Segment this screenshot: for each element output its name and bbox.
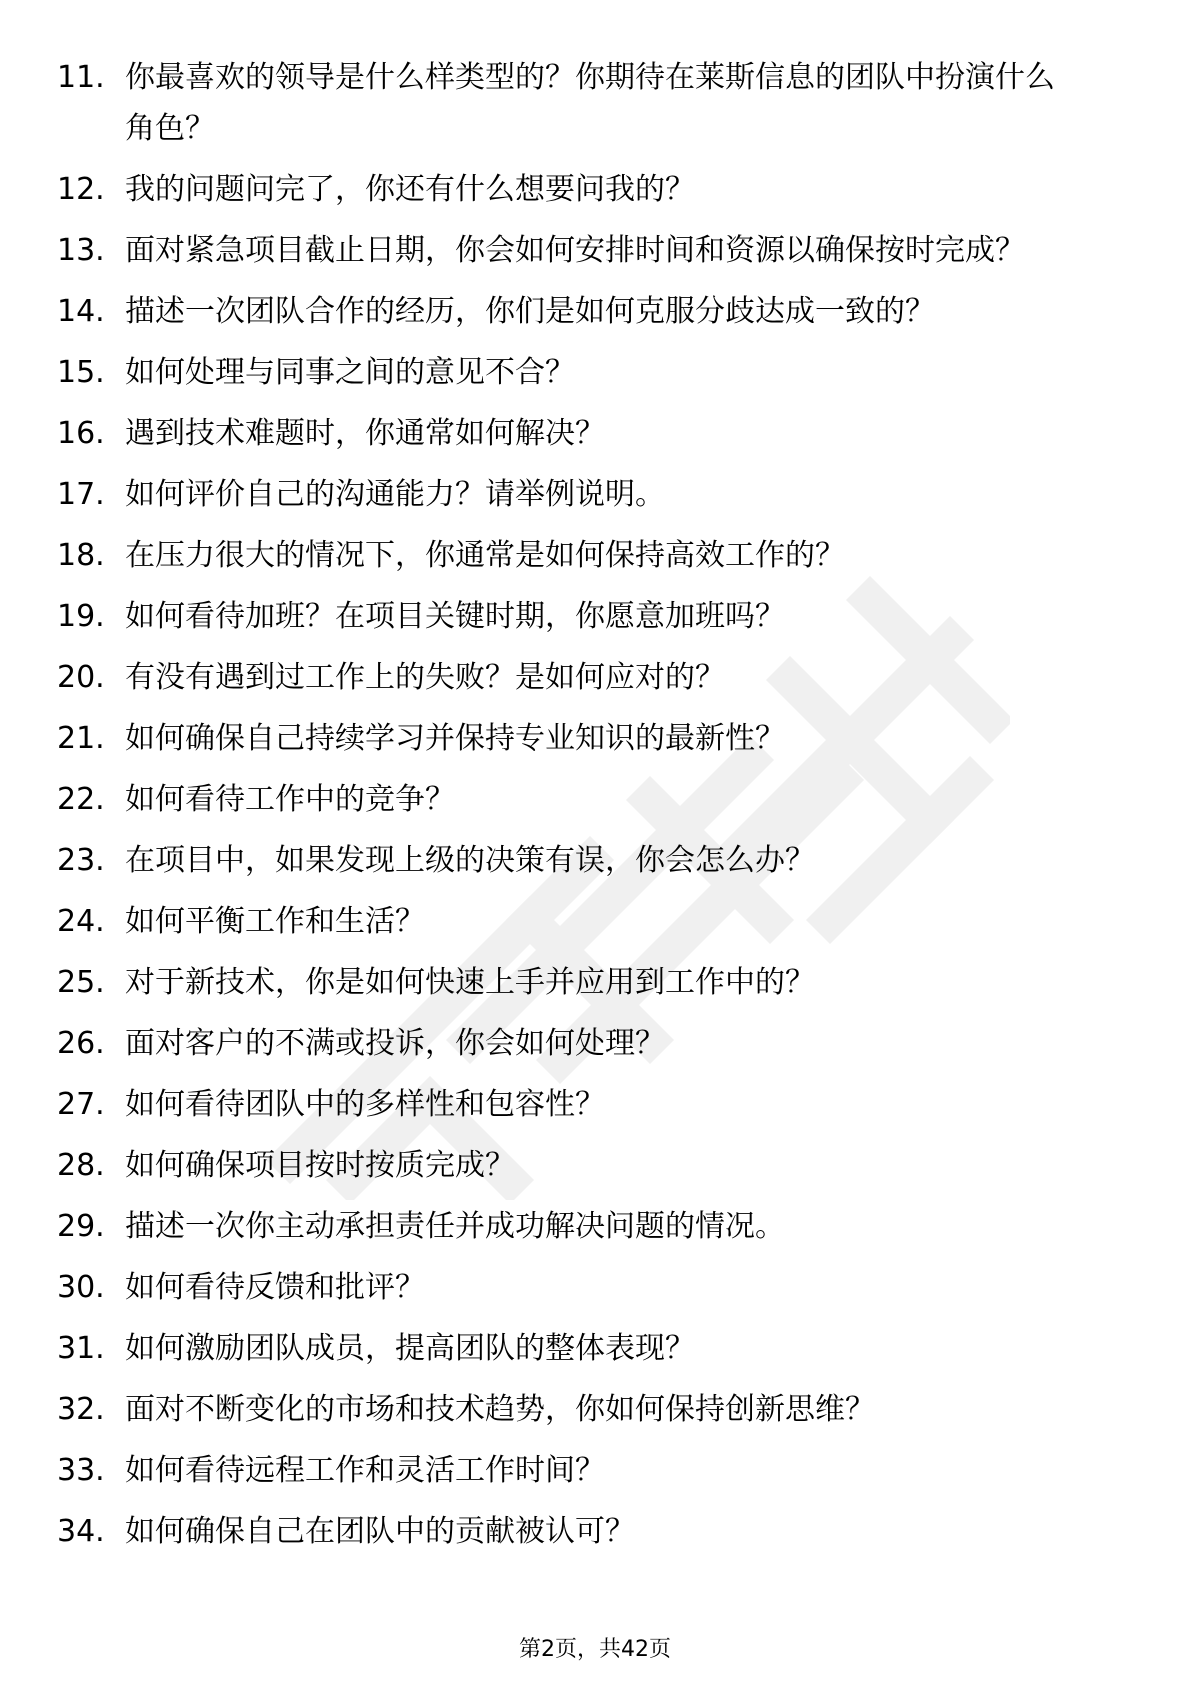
list-item xyxy=(57,1323,1137,1374)
list-item xyxy=(57,652,1137,703)
list-item xyxy=(57,225,1137,276)
question-number: 30. xyxy=(57,1270,105,1305)
list-item xyxy=(57,774,1137,825)
question-number: 19. xyxy=(57,599,105,634)
question-text: 遇到技术难题时，你通常如何解决？ xyxy=(125,416,605,451)
list-item xyxy=(57,835,1137,886)
question-text: 如何评价自己的沟通能力？请举例说明。 xyxy=(125,477,665,512)
question-text: 有没有遇到过工作上的失败？是如何应对的？ xyxy=(125,660,725,695)
question-number: 34. xyxy=(57,1514,105,1549)
question-text: 如何确保项目按时按质完成？ xyxy=(125,1148,515,1183)
list-item xyxy=(57,1384,1137,1435)
list-item xyxy=(57,1262,1137,1313)
list-item xyxy=(57,1201,1137,1252)
question-text: 如何看待反馈和批评？ xyxy=(125,1270,425,1305)
question-text: 如何看待加班？在项目关键时期，你愿意加班吗？ xyxy=(125,599,785,634)
list-item xyxy=(57,286,1137,337)
list-item xyxy=(57,713,1137,764)
question-number: 18. xyxy=(57,538,105,573)
question-text: 在项目中，如果发现上级的决策有误，你会怎么办？ xyxy=(125,843,815,878)
question-number: 17. xyxy=(57,477,105,512)
question-number: 27. xyxy=(57,1087,105,1122)
page-footer xyxy=(0,1635,1190,1665)
question-number: 12. xyxy=(57,172,105,207)
question-number: 25. xyxy=(57,965,105,1000)
question-number: 15. xyxy=(57,355,105,390)
list-item xyxy=(57,408,1137,459)
question-number: 20. xyxy=(57,660,105,695)
question-number: 23. xyxy=(57,843,105,878)
question-text: 面对不断变化的市场和技术趋势，你如何保持创新思维？ xyxy=(125,1392,875,1427)
question-number: 24. xyxy=(57,904,105,939)
list-item xyxy=(57,896,1137,947)
question-text: 在压力很大的情况下，你通常是如何保持高效工作的？ xyxy=(125,538,845,573)
question-text: 描述一次你主动承担责任并成功解决问题的情况。 xyxy=(125,1209,785,1244)
question-text: 对于新技术，你是如何快速上手并应用到工作中的？ xyxy=(125,965,815,1000)
page-number-label: 第2页，共42页 xyxy=(519,1637,671,1662)
question-number: 29. xyxy=(57,1209,105,1244)
list-item xyxy=(57,1445,1137,1496)
list-item xyxy=(57,1079,1137,1130)
question-number: 31. xyxy=(57,1331,105,1366)
question-text: 面对客户的不满或投诉，你会如何处理？ xyxy=(125,1026,665,1061)
list-item xyxy=(57,469,1137,520)
question-text: 如何确保自己持续学习并保持专业知识的最新性？ xyxy=(125,721,785,756)
question-number: 14. xyxy=(57,294,105,329)
question-text: 面对紧急项目截止日期，你会如何安排时间和资源以确保按时完成？ xyxy=(125,233,1025,268)
list-item xyxy=(57,1506,1137,1557)
question-number: 32. xyxy=(57,1392,105,1427)
question-text: 如何处理与同事之间的意见不合？ xyxy=(125,355,575,390)
list-item xyxy=(57,957,1137,1008)
list-item xyxy=(57,530,1137,581)
question-number: 21. xyxy=(57,721,105,756)
question-number: 13. xyxy=(57,233,105,268)
question-number: 16. xyxy=(57,416,105,451)
question-text: 如何看待团队中的多样性和包容性？ xyxy=(125,1087,605,1122)
question-text: 如何看待远程工作和灵活工作时间？ xyxy=(125,1453,605,1488)
question-list xyxy=(57,52,1137,1567)
list-item xyxy=(57,1140,1137,1191)
question-number: 33. xyxy=(57,1453,105,1488)
question-text: 如何激励团队成员，提高团队的整体表现？ xyxy=(125,1331,695,1366)
list-item xyxy=(57,591,1137,642)
list-item xyxy=(57,164,1137,215)
question-text: 如何看待工作中的竞争？ xyxy=(125,782,455,817)
list-item xyxy=(57,52,1137,154)
question-text: 你最喜欢的领导是什么样类型的？你期待在莱斯信息的团队中扮演什么角色？ xyxy=(125,60,1055,146)
question-number: 22. xyxy=(57,782,105,817)
question-number: 11. xyxy=(57,60,105,95)
question-text: 描述一次团队合作的经历，你们是如何克服分歧达成一致的？ xyxy=(125,294,935,329)
question-number: 26. xyxy=(57,1026,105,1061)
list-item xyxy=(57,347,1137,398)
list-item xyxy=(57,1018,1137,1069)
question-text: 我的问题问完了，你还有什么想要问我的？ xyxy=(125,172,695,207)
question-number: 28. xyxy=(57,1148,105,1183)
question-text: 如何平衡工作和生活？ xyxy=(125,904,425,939)
question-text: 如何确保自己在团队中的贡献被认可？ xyxy=(125,1514,635,1549)
